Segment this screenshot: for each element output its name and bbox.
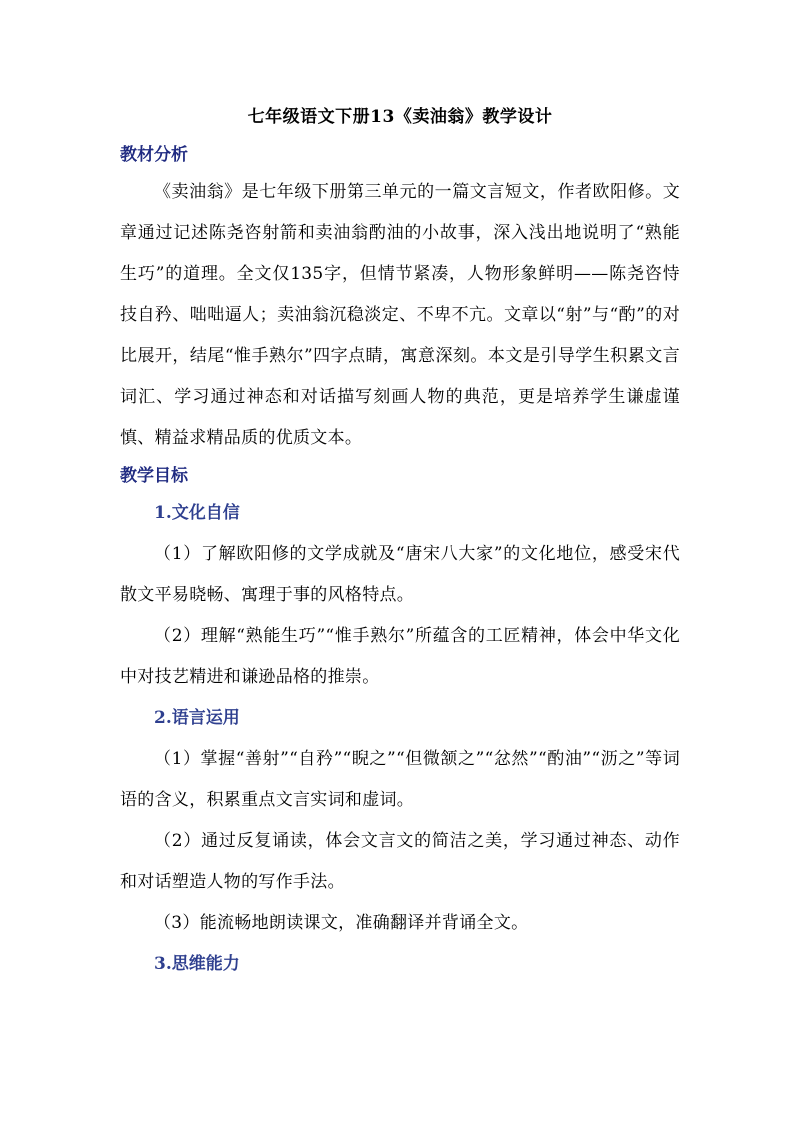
section-heading-goals: 教学目标 (120, 466, 188, 486)
document-page (120, 100, 680, 985)
language-item-1: （1）掌握“善射”“自矜”“睨之”“但微颔之”“忿然”“酌油”“沥之”等词语的含义，积累重点文言实词和虚词。 (120, 749, 680, 810)
subheading-culture: 1.文化自信 (154, 503, 240, 523)
language-item-2: （2）通过反复诵读，体会文言文的简洁之美，学习通过神态、动作和对话塑造人物的写作手法。 (120, 831, 680, 892)
document-title: 七年级语文下册13《卖油翁》教学设计 (247, 107, 553, 127)
culture-item-1: （1）了解欧阳修的文学成就及“唐宋八大家”的文化地位，感受宋代散文平易晓畅、寓理于事的风格特点。 (120, 544, 680, 605)
analysis-paragraph: 《卖油翁》是七年级下册第三单元的一篇文言短文，作者欧阳修。文章通过记述陈尧咨射箭和卖油翁酌油的小故事，深入浅出地说明了“熟能生巧”的道理。全文仅135字，但情节紧凑，人物形象鲜明——陈尧咨恃技自矜、咄咄逼人；卖油翁沉稳淡定、不卑不亢。文章以“射”与“酌”的对比展开，结尾“惟手熟尔”四字点睛，寓意深刻。本文是引导学生积累文言词汇、学习通过神态和对话描写刻画人物的典范，更是培养学生谦虚谨慎、精益求精品质的优质文本。 (120, 182, 680, 448)
section-heading-analysis: 教材分析 (120, 145, 188, 165)
culture-item-2: （2）理解“熟能生巧”“惟手熟尔”所蕴含的工匠精神，体会中华文化中对技艺精进和谦逊品格的推崇。 (120, 626, 680, 687)
language-item-3: （3）能流畅地朗读课文，准确翻译并背诵全文。 (154, 913, 529, 933)
subheading-thinking: 3.思维能力 (154, 954, 240, 974)
subheading-language: 2.语言运用 (154, 708, 240, 728)
